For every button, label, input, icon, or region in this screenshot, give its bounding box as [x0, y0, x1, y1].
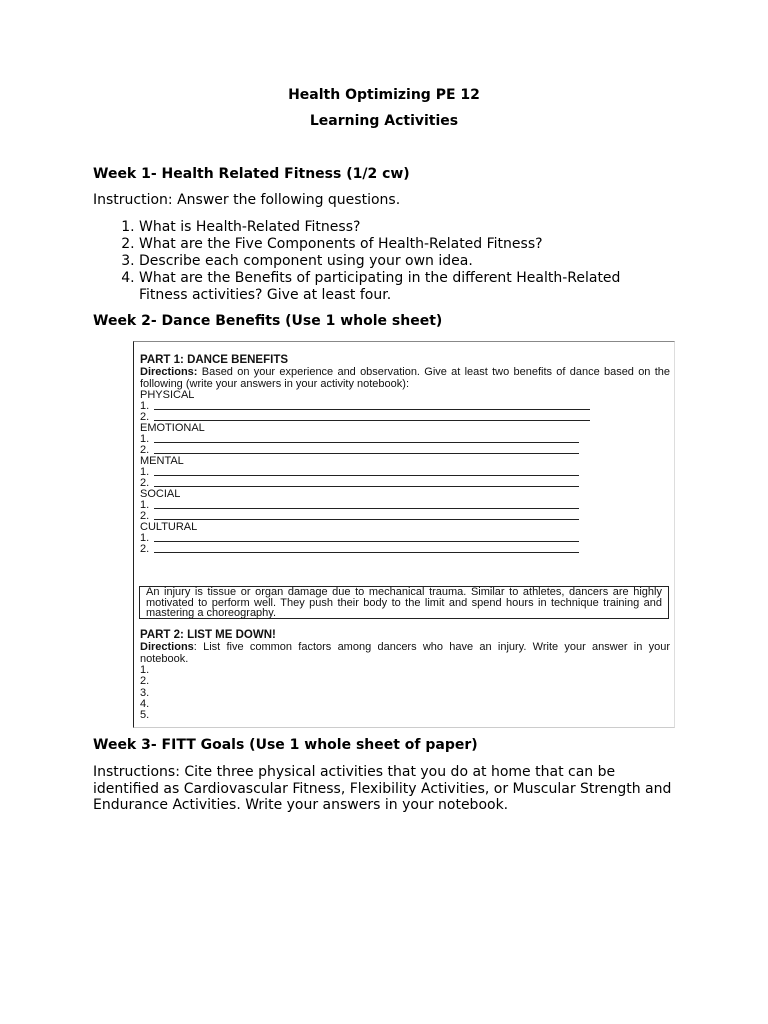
- part1-directions-text: Based on your experience and observation. Give at least two benefits of dance based on the following (write your answers in your activity notebook):: [140, 366, 670, 390]
- category-mental: MENTAL: [140, 455, 184, 467]
- category-social: SOCIAL: [140, 488, 181, 500]
- part2-directions-text: : List five common factors among dancers who have an injury. Write your answer in your notebook.: [140, 641, 670, 665]
- document-subtitle: Learning Activities: [309, 113, 459, 129]
- list-number: 4.: [140, 697, 150, 710]
- answer-line: 2.: [140, 544, 670, 555]
- part2-directions: [140, 641, 670, 665]
- answer-line: 1.: [140, 434, 670, 445]
- part1-title: PART 1: DANCE BENEFITS: [140, 354, 289, 366]
- answer-line: 2.: [140, 478, 670, 489]
- list-number: 3.: [140, 686, 150, 699]
- part1-directions: [140, 366, 670, 390]
- week2-heading: Week 2- Dance Benefits (Use 1 whole sheet): [93, 313, 443, 329]
- document-title: Health Optimizing PE 12: [288, 87, 480, 103]
- question-item: 3. Describe each component using your own idea.: [139, 253, 659, 270]
- answer-line: 1.: [140, 467, 670, 478]
- question-item: 2. What are the Five Components of Health-Related Fitness?: [139, 236, 659, 253]
- category-emotional: EMOTIONAL: [140, 422, 205, 434]
- week3-heading: Week 3- FITT Goals (Use 1 whole sheet of paper): [93, 737, 478, 753]
- answer-line: 2.: [140, 511, 670, 522]
- injury-note-box: An injury is tissue or organ damage due to mechanical trauma. Similar to athletes, dancers are highly motivated to perform well. They push their body to the limit and spend hours in technique training and mastering a choreography.: [139, 586, 669, 619]
- part2-directions-label: Directions: [140, 641, 194, 653]
- question-item: 4. What are the Benefits of participating in the different Health-Related Fitness activities? Give at least four.: [139, 270, 659, 304]
- week1-heading: Week 1- Health Related Fitness (1/2 cw): [93, 166, 410, 182]
- part1-directions-label: Directions:: [140, 366, 198, 378]
- answer-line: 1.: [140, 500, 670, 511]
- week1-instruction: Instruction: Answer the following questions.: [93, 192, 401, 208]
- dance-benefits-worksheet-image: [133, 341, 675, 728]
- part2-title: PART 2: LIST ME DOWN!: [140, 629, 276, 641]
- answer-line: 1.: [140, 401, 670, 412]
- question-item: 1. What is Health-Related Fitness?: [139, 219, 659, 236]
- list-number: 2.: [140, 675, 150, 688]
- category-cultural: CULTURAL: [140, 521, 198, 533]
- week1-question-list: [93, 219, 659, 304]
- answer-line: 1.: [140, 533, 670, 544]
- list-number: 5.: [140, 709, 150, 722]
- week3-instructions: Instructions: Cite three physical activities that you do at home that can be identified as Cardiovascular Fitness, Flexibility Activities, or Muscular Strength and Endurance Activities. Write your answers in your notebook.: [93, 764, 672, 813]
- answer-line: 2.: [140, 412, 670, 423]
- list-number: 1.: [140, 664, 150, 676]
- answer-line: 2.: [140, 445, 670, 456]
- category-physical: PHYSICAL: [140, 389, 195, 401]
